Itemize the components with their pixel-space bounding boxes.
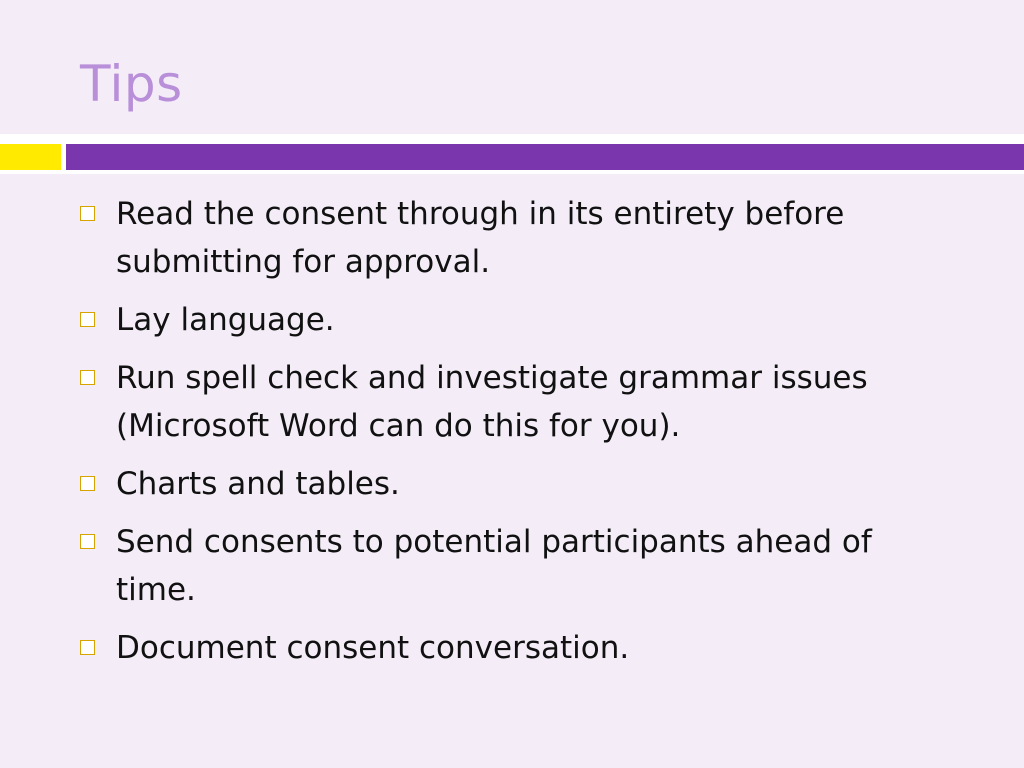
bullet-text: Lay language.	[116, 302, 335, 338]
square-bullet-icon	[80, 534, 95, 549]
accent-bar-purple	[66, 144, 1024, 170]
bullet-text: Send consents to potential participants ahead of time.	[116, 524, 872, 608]
square-bullet-icon	[80, 312, 95, 327]
bullet-item	[80, 518, 960, 614]
accent-bar-yellow	[0, 144, 61, 170]
square-bullet-icon	[80, 370, 95, 385]
bullet-text: Document consent conversation.	[116, 630, 630, 666]
square-bullet-icon	[80, 640, 95, 655]
bullet-item	[80, 296, 960, 344]
bullet-item	[80, 460, 960, 508]
bullet-text: Charts and tables.	[116, 466, 400, 502]
square-bullet-icon	[80, 206, 95, 221]
bullet-list	[80, 190, 960, 682]
bullet-item	[80, 190, 960, 286]
square-bullet-icon	[80, 476, 95, 491]
bullet-text: Read the consent through in its entirety before submitting for approval.	[116, 196, 845, 280]
bullet-item	[80, 354, 960, 450]
slide-title: Tips	[80, 55, 183, 113]
bullet-text: Run spell check and investigate grammar issues (Microsoft Word can do this for you).	[116, 360, 868, 444]
bullet-item	[80, 624, 960, 672]
